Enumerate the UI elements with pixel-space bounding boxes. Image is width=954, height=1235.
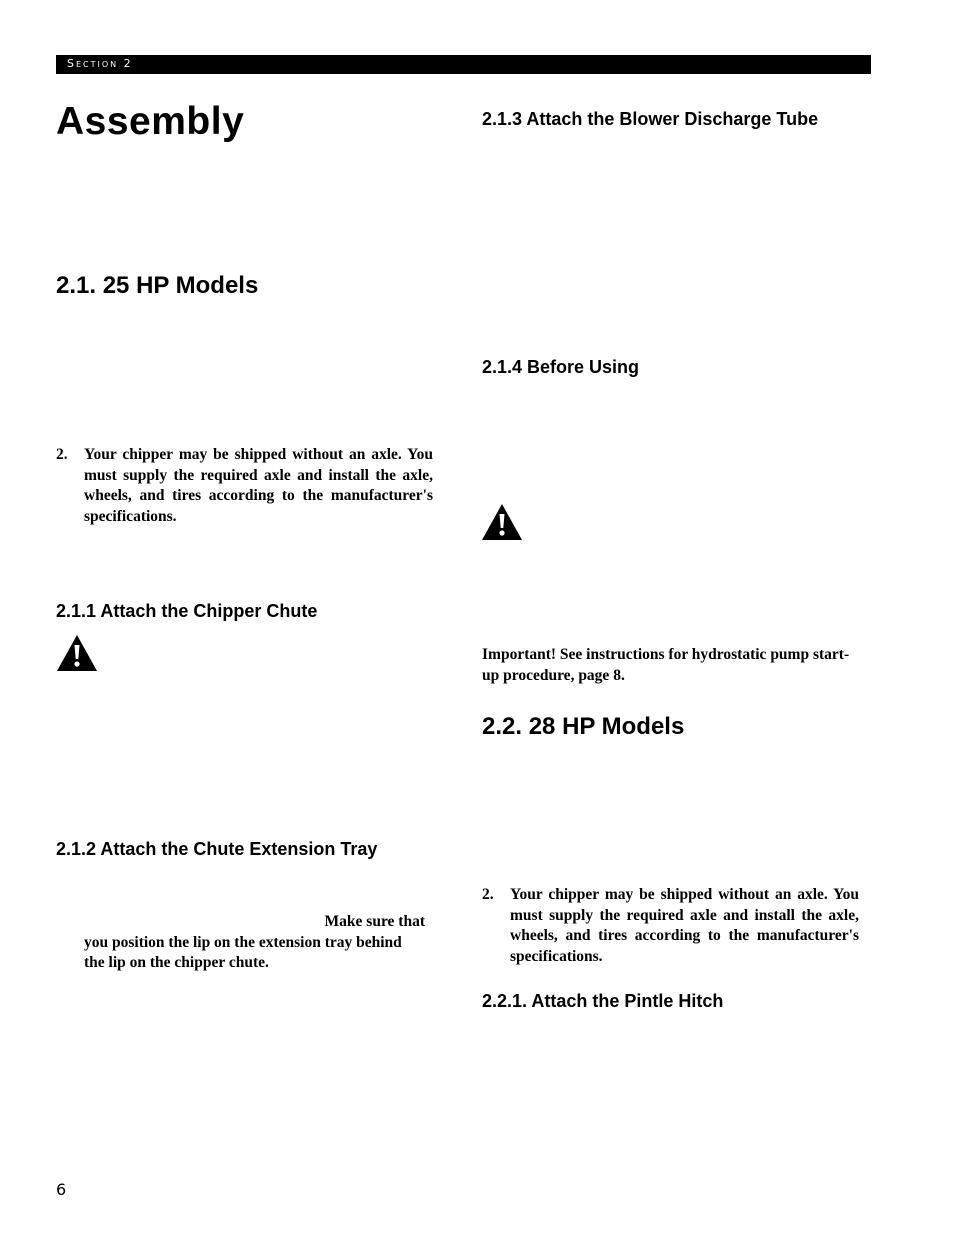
paragraph-extension-tray-note	[84, 912, 425, 974]
warning-triangle-icon	[481, 503, 523, 541]
list-text: Your chipper may be shipped without an axle. You must supply the required axle and install the axle, wheels, and tires according to the manufacturer's specifications.	[84, 446, 433, 526]
heading-attach-pintle-hitch: 2.2.1. Attach the Pintle Hitch	[482, 991, 724, 1011]
heading-attach-blower-discharge-tube: 2.1.3 Attach the Blower Discharge Tube	[482, 109, 819, 129]
page-title: Assembly	[56, 100, 245, 143]
heading-attach-chute-extension-tray: 2.1.2 Attach the Chute Extension Tray	[56, 839, 378, 859]
heading-before-using: 2.1.4 Before Using	[482, 357, 640, 377]
heading-attach-chipper-chute: 2.1.1 Attach the Chipper Chute	[56, 601, 318, 621]
list-item-axle-25hp	[56, 445, 433, 528]
list-number: 2.	[56, 446, 68, 463]
note-line-1: Make sure that	[324, 913, 425, 930]
note-rest: you position the lip on the extension tray behind the lip on the chipper chute.	[84, 933, 402, 972]
heading-25hp-models: 2.1. 25 HP Models	[56, 272, 259, 299]
important-note: Important! See instructions for hydrostatic pump start-up procedure, page 8.	[482, 646, 850, 684]
section-header-bar	[56, 55, 871, 74]
section-label: Section 2	[67, 57, 133, 70]
list-number: 2.	[482, 886, 494, 903]
heading-28hp-models: 2.2. 28 HP Models	[482, 713, 685, 740]
list-item-axle-28hp	[482, 885, 859, 968]
page-number: 6	[56, 1180, 67, 1199]
list-text: Your chipper may be shipped without an axle. You must supply the required axle and install the axle, wheels, and tires according to the manufacturer's specifications.	[510, 886, 859, 966]
warning-triangle-icon	[56, 634, 98, 672]
